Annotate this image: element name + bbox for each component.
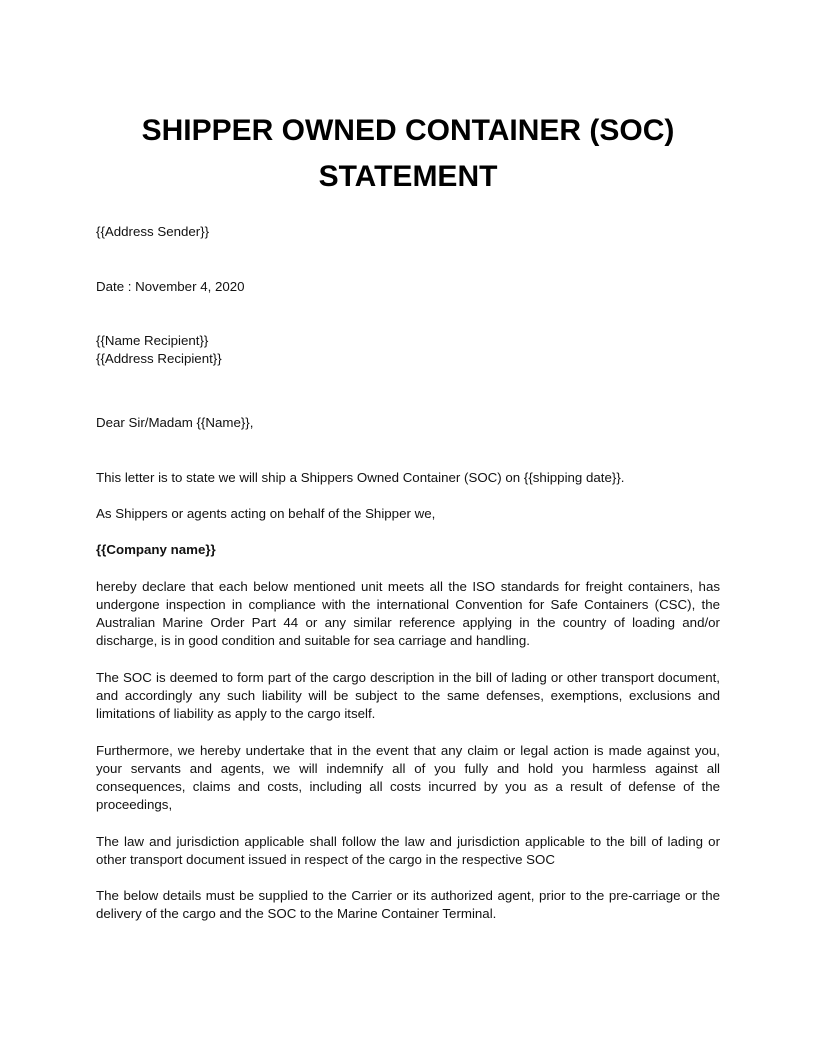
title-line-2: STATEMENT [318, 160, 498, 193]
paragraph-details: The below details must be supplied to the Carrier or its authorized agent, prior to the pre-carriage or the delivery of the cargo and the SOC to the Marine Container Terminal. [96, 888, 720, 922]
paragraph-intro: This letter is to state we will ship a Shippers Owned Container (SOC) on {{shipping date}}. [96, 469, 625, 485]
paragraph-shippers: As Shippers or agents acting on behalf of the Shipper we, [96, 506, 436, 522]
paragraph-liability: The SOC is deemed to form part of the cargo description in the bill of lading or other transport document, and accordingly any such liability will be subject to the same defenses, exemptions, exclusions and limitations of liability as apply to the cargo itself. [96, 669, 720, 722]
title-line-1: SHIPPER OWNED CONTAINER (SOC) [141, 114, 675, 147]
recipient-address: {{Address Recipient}} [96, 351, 222, 367]
date-line: Date : November 4, 2020 [96, 278, 245, 294]
paragraph-indemnity: Furthermore, we hereby undertake that in the event that any claim or legal action is made against you, your servants and agents, we will indemnify all of you fully and hold you harmless against all consequences, claims and costs, including all costs incurred by you as a result of defense of the proceedings, [96, 742, 720, 813]
document-title [96, 108, 720, 200]
sender-address: {{Address Sender}} [96, 224, 210, 239]
paragraph-jurisdiction: The law and jurisdiction applicable shall follow the law and jurisdiction applicable to the bill of lading or other transport document issued in respect of the cargo in the respective SOC [96, 833, 720, 867]
company-name: {{Company name}} [96, 542, 216, 558]
letter-body [96, 223, 720, 924]
recipient-name: {{Name Recipient}} [96, 333, 209, 349]
salutation: Dear Sir/Madam {{Name}}, [96, 415, 254, 431]
paragraph-declaration: hereby declare that each below mentioned unit meets all the ISO standards for freight containers, has undergone inspection in compliance with the international Convention for Safe Containers (CSC), the Australian Marine Order Part 44 or any similar reference applying in the country of loading and/or discharge, is in good condition and suitable for sea carriage and handling. [96, 578, 720, 649]
